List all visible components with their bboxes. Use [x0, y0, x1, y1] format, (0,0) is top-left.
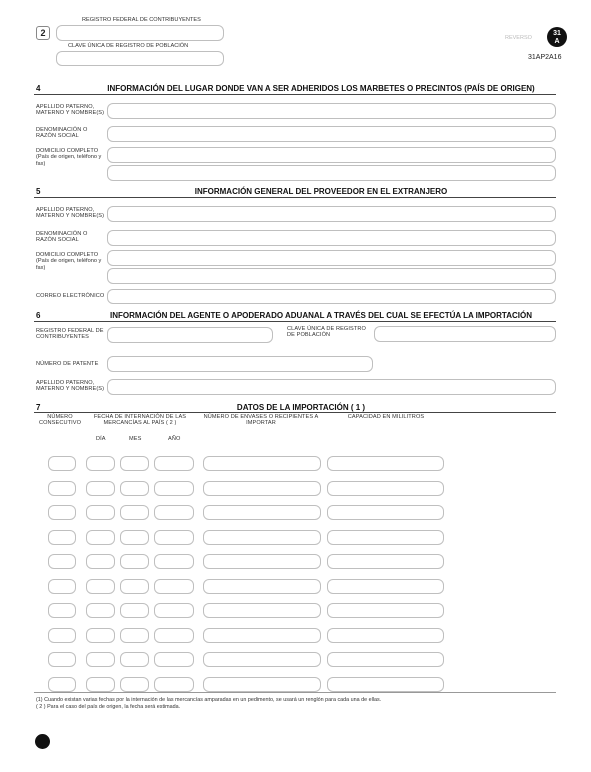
section4-rule	[34, 94, 556, 95]
section6-rule	[34, 321, 556, 322]
s5-dom-field-1[interactable]	[107, 250, 556, 266]
s5-dom-field-2[interactable]	[107, 268, 556, 284]
row-3-capacidad-field[interactable]	[327, 505, 444, 520]
section5-rule	[34, 197, 556, 198]
mes-label: MES	[129, 436, 142, 442]
s6-name-field[interactable]	[107, 379, 556, 395]
rfc-label: REGISTRO FEDERAL DE CONTRIBUYENTES	[82, 17, 201, 23]
s6-curp-field[interactable]	[374, 326, 556, 342]
row-5-consecutivo-field[interactable]	[48, 554, 76, 569]
row-4-mes-field[interactable]	[120, 530, 149, 545]
row-6-consecutivo-field[interactable]	[48, 579, 76, 594]
curp-label: CLAVE ÚNICA DE REGISTRO DE POBLACIÓN	[68, 43, 189, 49]
row-9-mes-field[interactable]	[120, 652, 149, 667]
row-9-capacidad-field[interactable]	[327, 652, 444, 667]
row-9-anio-field[interactable]	[154, 652, 194, 667]
row-1-mes-field[interactable]	[120, 456, 149, 471]
row-7-consecutivo-field[interactable]	[48, 603, 76, 618]
registration-mark-icon	[35, 734, 50, 749]
s6-rfc-label: REGISTRO FEDERAL DE CONTRIBUYENTES	[36, 328, 104, 341]
anio-label: AÑO	[168, 436, 181, 442]
row-1-envases-field[interactable]	[203, 456, 321, 471]
section4-number: 4	[36, 84, 41, 93]
section7-title: DATOS DE LA IMPORTACIÓN ( 1 )	[236, 403, 366, 412]
row-4-capacidad-field[interactable]	[327, 530, 444, 545]
row-9-consecutivo-field[interactable]	[48, 652, 76, 667]
section7-number: 7	[36, 403, 41, 412]
row-10-envases-field[interactable]	[203, 677, 321, 692]
s6-curp-label: CLAVE ÚNICA DE REGISTRO DE POBLACIÓN	[287, 326, 366, 339]
col-consecutivo-header: NÚMERO CONSECUTIVO	[38, 414, 82, 427]
row-5-anio-field[interactable]	[154, 554, 194, 569]
row-10-capacidad-field[interactable]	[327, 677, 444, 692]
row-1-anio-field[interactable]	[154, 456, 194, 471]
row-6-dia-field[interactable]	[86, 579, 115, 594]
form-code: 31AP2A16	[528, 54, 562, 61]
s4-denom-label: DENOMINACIÓN O RAZÓN SOCIAL	[36, 127, 88, 140]
curp-field[interactable]	[56, 51, 224, 66]
s5-denom-field[interactable]	[107, 230, 556, 246]
s6-patente-label: NÚMERO DE PATENTE	[36, 361, 99, 367]
row-8-anio-field[interactable]	[154, 628, 194, 643]
section6-number: 6	[36, 311, 41, 320]
row-5-dia-field[interactable]	[86, 554, 115, 569]
row-8-mes-field[interactable]	[120, 628, 149, 643]
badge-number: 31	[553, 30, 561, 37]
row-2-capacidad-field[interactable]	[327, 481, 444, 496]
s4-dom-field-2[interactable]	[107, 165, 556, 181]
col-fecha-header: FECHA DE INTERNACIÓN DE LAS MERCANCÍAS AL PAÍS ( 2 )	[93, 414, 187, 427]
row-2-envases-field[interactable]	[203, 481, 321, 496]
row-7-anio-field[interactable]	[154, 603, 194, 618]
s4-dom-field-1[interactable]	[107, 147, 556, 163]
footnote-2: ( 2 ) Para el caso del país de origen, la fecha será estimada.	[36, 704, 181, 710]
s5-email-field[interactable]	[107, 289, 556, 304]
dia-label: DÍA	[96, 436, 106, 442]
col-capacidad-header: CAPACIDAD EN MILILITROS	[347, 414, 425, 420]
row-8-consecutivo-field[interactable]	[48, 628, 76, 643]
s4-dom-label: DOMICILIO COMPLETO (País de origen, teléfono y fax)	[36, 148, 102, 167]
reverso-label: REVERSO	[505, 35, 532, 41]
row-7-envases-field[interactable]	[203, 603, 321, 618]
s5-dom-label: DOMICILIO COMPLETO (País de origen, teléfono y fax)	[36, 252, 102, 271]
section5-title: INFORMACIÓN GENERAL DEL PROVEEDOR EN EL EXTRANJERO	[194, 187, 448, 196]
section4-title: INFORMACIÓN DEL LUGAR DONDE VAN A SER ADHERIDOS LOS MARBETES O PRECINTOS (PAÍS DE ORIGEN)	[107, 84, 535, 93]
row-10-anio-field[interactable]	[154, 677, 194, 692]
row-3-dia-field[interactable]	[86, 505, 115, 520]
row-4-envases-field[interactable]	[203, 530, 321, 545]
s6-name-label: APELLIDO PATERNO, MATERNO Y NOMBRE(S)	[36, 380, 105, 393]
s5-name-label: APELLIDO PATERNO, MATERNO Y NOMBRE(S)	[36, 207, 105, 220]
form-badge	[547, 27, 567, 47]
row-10-dia-field[interactable]	[86, 677, 115, 692]
row-6-anio-field[interactable]	[154, 579, 194, 594]
footnotes-rule	[34, 692, 556, 693]
col-envases-header: NÚMERO DE ENVASES O RECIPIENTES A IMPORTAR	[203, 414, 319, 427]
row-9-dia-field[interactable]	[86, 652, 115, 667]
row-6-envases-field[interactable]	[203, 579, 321, 594]
badge-letter: A	[554, 38, 560, 45]
row-3-anio-field[interactable]	[154, 505, 194, 520]
row-1-dia-field[interactable]	[86, 456, 115, 471]
row-1-capacidad-field[interactable]	[327, 456, 444, 471]
row-4-consecutivo-field[interactable]	[48, 530, 76, 545]
box-number-badge: 2	[36, 26, 50, 40]
row-10-mes-field[interactable]	[120, 677, 149, 692]
row-9-envases-field[interactable]	[203, 652, 321, 667]
s6-rfc-field[interactable]	[107, 327, 273, 343]
row-5-capacidad-field[interactable]	[327, 554, 444, 569]
row-5-mes-field[interactable]	[120, 554, 149, 569]
row-8-dia-field[interactable]	[86, 628, 115, 643]
row-2-mes-field[interactable]	[120, 481, 149, 496]
section6-title: INFORMACIÓN DEL AGENTE O APODERADO ADUANAL A TRAVÉS DEL CUAL SE EFECTÚA LA IMPORTACIÓN	[110, 311, 532, 320]
row-4-dia-field[interactable]	[86, 530, 115, 545]
row-1-consecutivo-field[interactable]	[48, 456, 76, 471]
row-8-envases-field[interactable]	[203, 628, 321, 643]
row-10-consecutivo-field[interactable]	[48, 677, 76, 692]
row-3-mes-field[interactable]	[120, 505, 149, 520]
s4-denom-field[interactable]	[107, 126, 556, 142]
s4-name-label: APELLIDO PATERNO, MATERNO Y NOMBRE(S)	[36, 104, 105, 117]
row-3-consecutivo-field[interactable]	[48, 505, 76, 520]
row-2-dia-field[interactable]	[86, 481, 115, 496]
row-6-mes-field[interactable]	[120, 579, 149, 594]
rfc-field[interactable]	[56, 25, 224, 41]
row-3-envases-field[interactable]	[203, 505, 321, 520]
section7-rule	[34, 412, 556, 413]
row-8-capacidad-field[interactable]	[327, 628, 444, 643]
row-2-anio-field[interactable]	[154, 481, 194, 496]
section5-number: 5	[36, 187, 41, 196]
s5-name-field[interactable]	[107, 206, 556, 222]
s4-name-field[interactable]	[107, 103, 556, 119]
row-2-consecutivo-field[interactable]	[48, 481, 76, 496]
s5-denom-label: DENOMINACIÓN O RAZÓN SOCIAL	[36, 231, 88, 244]
row-5-envases-field[interactable]	[203, 554, 321, 569]
row-7-capacidad-field[interactable]	[327, 603, 444, 618]
row-4-anio-field[interactable]	[154, 530, 194, 545]
row-6-capacidad-field[interactable]	[327, 579, 444, 594]
s6-patente-field[interactable]	[107, 356, 373, 372]
row-7-dia-field[interactable]	[86, 603, 115, 618]
s5-email-label: CORREO ELECTRÓNICO	[36, 293, 105, 299]
footnote-1: (1) Cuando existan varias fechas por la internación de las mercancías amparadas en un pedimento, se usará un renglón para cada una de ellas.	[36, 697, 382, 703]
row-7-mes-field[interactable]	[120, 603, 149, 618]
